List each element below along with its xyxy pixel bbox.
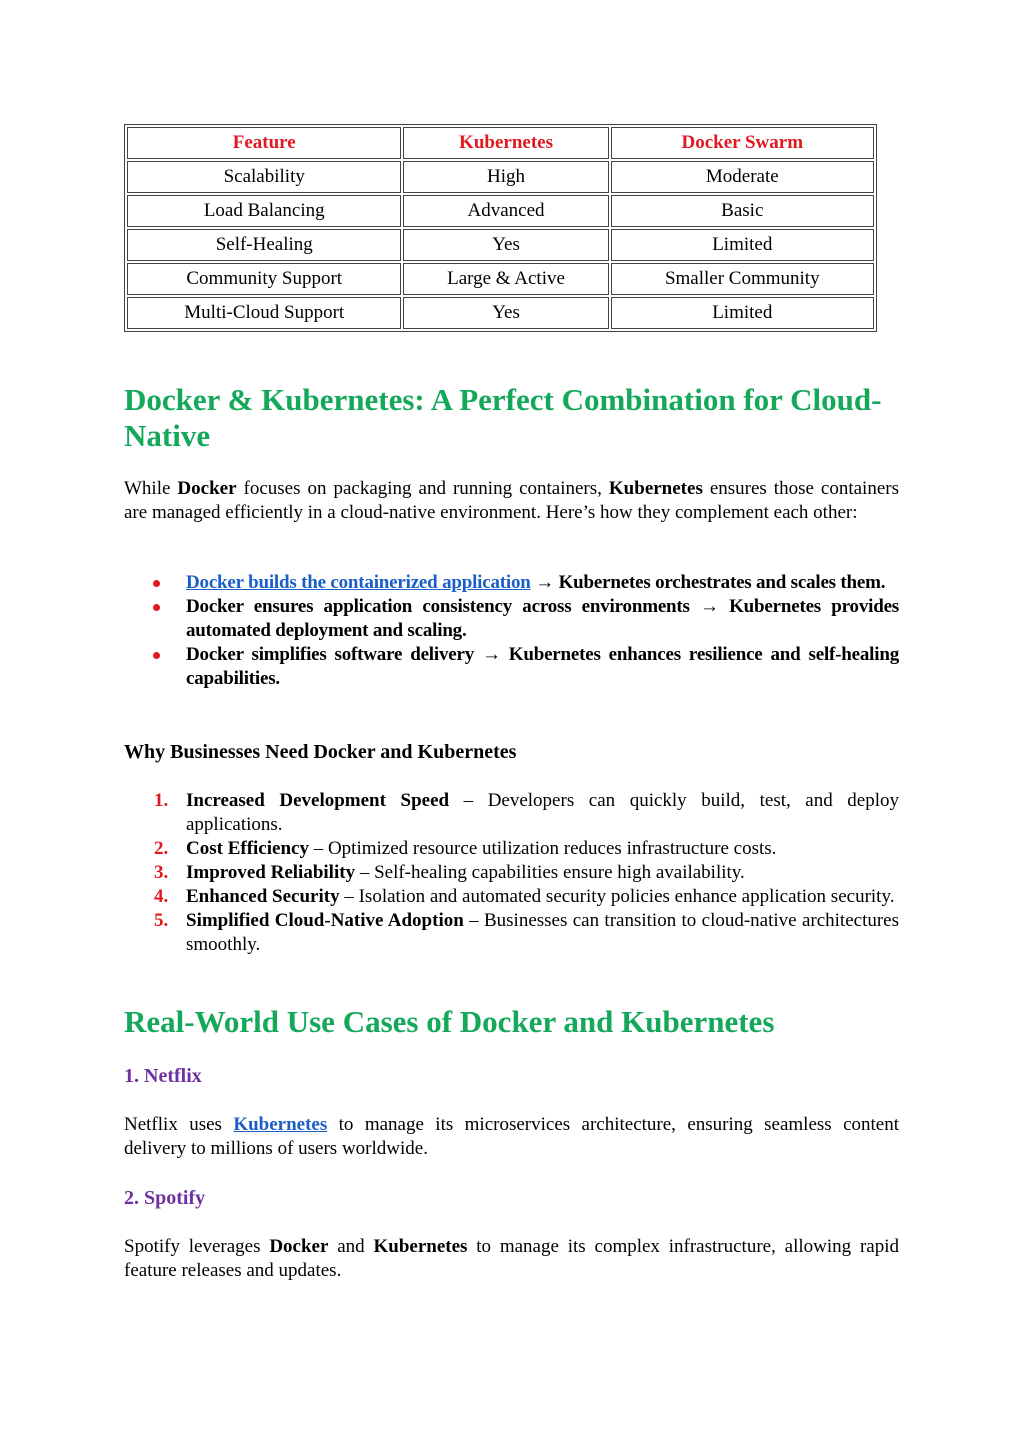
- table-row: [127, 229, 874, 261]
- bold-text: Enhanced Security: [186, 886, 340, 907]
- list-item-text: – Optimized resource utilization reduces infrastructure costs.: [308, 838, 777, 859]
- list-item: [124, 571, 899, 595]
- table-header-cell: Kubernetes: [403, 127, 608, 159]
- bold-text: Simplified Cloud-Native Adoption: [186, 910, 464, 931]
- table-header-cell: Feature: [127, 127, 401, 159]
- list-item-text: – Isolation and automated security policies enhance application security.: [339, 886, 895, 907]
- section-heading-combination: Docker & Kubernetes: A Perfect Combination for Cloud-Native: [124, 382, 882, 453]
- list-number: 2.: [154, 838, 169, 859]
- table-cell: Load Balancing: [127, 195, 401, 227]
- bold-text: Cost Efficiency: [186, 838, 309, 859]
- text: focuses on packaging and running containers,: [236, 478, 609, 499]
- docker-builds-link[interactable]: Docker builds the containerized application: [186, 572, 531, 593]
- table-row: [127, 297, 874, 329]
- table-cell: Advanced: [403, 195, 608, 227]
- table-header-cell: Docker Swarm: [611, 127, 874, 159]
- bold-text: Docker: [269, 1236, 329, 1257]
- table-row: [127, 195, 874, 227]
- text: Spotify leverages: [124, 1236, 270, 1257]
- table-cell: Yes: [403, 297, 608, 329]
- intro-paragraph: [124, 477, 899, 525]
- list-item: [124, 909, 899, 957]
- comparison-table: [124, 124, 877, 332]
- bullet-icon: [153, 604, 160, 611]
- bold-text: Increased Development Speed: [186, 790, 450, 811]
- table-cell: Moderate: [611, 161, 874, 193]
- list-number: 5.: [154, 910, 169, 931]
- list-item: [124, 837, 899, 861]
- table-cell: High: [403, 161, 608, 193]
- bold-text: Kubernetes: [373, 1236, 468, 1257]
- list-item: [124, 643, 899, 691]
- subheading-why-businesses: Why Businesses Need Docker and Kubernetes: [124, 741, 517, 763]
- table-cell: Community Support: [127, 263, 401, 295]
- list-item-text: – Developers can quickly build, test, and deploy applications.: [186, 790, 899, 835]
- table-cell: Basic: [611, 195, 874, 227]
- kubernetes-link[interactable]: Kubernetes: [233, 1114, 328, 1135]
- text: and: [328, 1236, 374, 1257]
- list-item: [124, 595, 899, 643]
- list-item-text: – Self-healing capabilities ensure high availability.: [355, 862, 745, 883]
- table-row: [127, 161, 874, 193]
- bold-text: Improved Reliability: [186, 862, 356, 883]
- text: to manage its microservices architecture, ensuring seamless content delivery to millions of users worldwide.: [124, 1114, 900, 1159]
- list-item-text: – Businesses can transition to cloud-native architectures smoothly.: [186, 910, 900, 955]
- numbered-list: [124, 789, 899, 957]
- subheading-spotify: 2. Spotify: [124, 1187, 206, 1209]
- list-number: 1.: [154, 790, 169, 811]
- list-item: [124, 789, 899, 837]
- bullet-icon: [153, 580, 160, 587]
- table-cell: Multi-Cloud Support: [127, 297, 401, 329]
- list-item: [124, 861, 899, 885]
- list-number: 4.: [154, 886, 169, 907]
- list-item: [124, 885, 899, 909]
- list-item-text: Docker ensures application consistency across environments → Kubernetes provides automated deployment and scaling.: [186, 596, 899, 641]
- netflix-paragraph: [124, 1113, 899, 1161]
- bold-text: Docker: [177, 478, 237, 499]
- bullet-icon: [153, 652, 160, 659]
- text: Netflix uses: [124, 1114, 234, 1135]
- table-cell: Self-Healing: [127, 229, 401, 261]
- subheading-netflix: 1. Netflix: [124, 1065, 202, 1087]
- text: While: [124, 478, 178, 499]
- text: ensures those containers are managed efficiently in a cloud-native environment. Here’s how they complement each other:: [124, 478, 899, 523]
- table-cell: Limited: [611, 229, 874, 261]
- text: to manage its complex infrastructure, allowing rapid feature releases and updates.: [124, 1236, 900, 1281]
- bullet-list: [124, 571, 899, 691]
- table-row: [127, 263, 874, 295]
- list-item-text: Docker simplifies software delivery → Kubernetes enhances resilience and self-healing capabilities.: [186, 644, 899, 689]
- section-heading-use-cases: Real-World Use Cases of Docker and Kubernetes: [124, 1004, 775, 1039]
- spotify-paragraph: [124, 1235, 899, 1283]
- table-cell: Smaller Community: [611, 263, 874, 295]
- table-cell: Large & Active: [403, 263, 608, 295]
- table-header-row: [127, 127, 874, 159]
- table-cell: Yes: [403, 229, 608, 261]
- bold-text: Kubernetes: [608, 478, 703, 499]
- list-number: 3.: [154, 862, 169, 883]
- list-item-text: → Kubernetes orchestrates and scales them.: [530, 572, 886, 593]
- table-cell: Scalability: [127, 161, 401, 193]
- table-cell: Limited: [611, 297, 874, 329]
